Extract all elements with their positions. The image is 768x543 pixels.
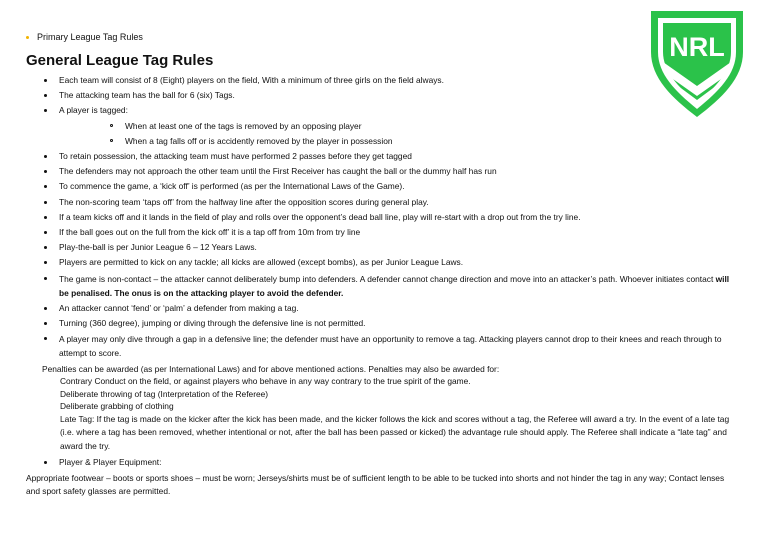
penalties-list: [26, 375, 738, 453]
list-item: [26, 271, 738, 301]
rules-content: [26, 73, 738, 498]
list-item: If a team kicks off and it lands in the field of play and rolls over the opponent’s dead ball line, play will re-start with a drop out from the try line.: [26, 210, 738, 225]
logo-text: NRL: [669, 32, 725, 62]
penalty-item: Contrary Conduct on the field, or against players who behave in any way contrary to the true spirit of the game.: [60, 376, 471, 387]
penalty-item: Deliberate throwing of tag (Interpretation of the Referee): [60, 388, 269, 399]
sub-list: [59, 119, 738, 149]
list-item: The defenders may not approach the other team until the First Receiver has caught the ball or the dummy half has run: [26, 164, 738, 179]
list-item: To commence the game, a ‘kick off’ is performed (as per the International Laws of the Game).: [26, 179, 738, 194]
penalty-item-late-tag: Late Tag: If the tag is made on the kicker after the kick has been made, and the kicker follows the kick and scores without a tag, the Referee will award a try. In the event of a late tag (i.e. where a tag has been removed, whether intentional or not, after the ball has been passed or kicked) the advantage rule should apply. The Referee shall indicate a “late tag” and award the try.: [60, 413, 730, 451]
list-item: The non-scoring team ‘taps off’ from the halfway line after the opposition scores during general play.: [26, 195, 738, 210]
list-item: The attacking team has the ball for 6 (six) Tags.: [26, 88, 738, 103]
equipment-text: Appropriate footwear – boots or sports shoes – must be worn; Jerseys/shirts must be of sufficient length to be able to be tucked into shorts and not hinder the tag in any way; Contact lenses and sport safety glasses are permitted.: [26, 472, 725, 497]
list-item: [26, 103, 738, 149]
list-item: Player & Player Equipment:: [26, 455, 738, 470]
list-item: Each team will consist of 8 (Eight) players on the field, With a minimum of three girls on the field always.: [26, 73, 738, 88]
list-item-bold-text: will be penalised. The onus is on the attacking player to avoid the defender.: [59, 273, 730, 298]
penalties-intro: Penalties can be awarded (as per International Laws) and for above mentioned actions. Penalties may also be awarded for:: [42, 364, 500, 375]
list-item: To retain possession, the attacking team must have performed 2 passes before they get tagged: [26, 149, 738, 164]
page-title: General League Tag Rules: [26, 52, 214, 69]
header-bullet-icon: [26, 36, 29, 39]
equipment-list: [26, 455, 738, 470]
list-item: A player may only dive through a gap in a defensive line; the defender must have an opportunity to remove a tag. Attacking players cannot drop to their knees and reach through to attempt to score.: [26, 331, 738, 361]
header-breadcrumb: [26, 31, 143, 43]
header-breadcrumb-text: Primary League Tag Rules: [37, 32, 143, 42]
list-item-text: The game is non-contact – the attacker cannot deliberately bump into defenders. A defender cannot change direction and move into an attacker’s path. Whoever initiates contact: [59, 273, 716, 284]
sub-list-item: When a tag falls off or is accidently removed by the player in possession: [59, 134, 738, 149]
list-item: Turning (360 degree), jumping or diving through the defensive line is not permitted.: [26, 316, 738, 331]
rules-list: [26, 73, 738, 361]
list-item: Play-the-ball is per Junior League 6 – 12 Years Laws.: [26, 240, 738, 255]
penalty-item: Deliberate grabbing of clothing: [60, 401, 174, 412]
list-item: An attacker cannot ‘fend’ or ‘palm’ a defender from making a tag.: [26, 301, 738, 316]
list-item: Players are permitted to kick on any tackle; all kicks are allowed (except bombs), as per Junior League Laws.: [26, 255, 738, 270]
list-item-text: A player is tagged:: [59, 105, 128, 116]
sub-list-item: When at least one of the tags is removed by an opposing player: [59, 119, 738, 134]
list-item: If the ball goes out on the full from the kick off’ it is a tap off from 10m from try line: [26, 225, 738, 240]
